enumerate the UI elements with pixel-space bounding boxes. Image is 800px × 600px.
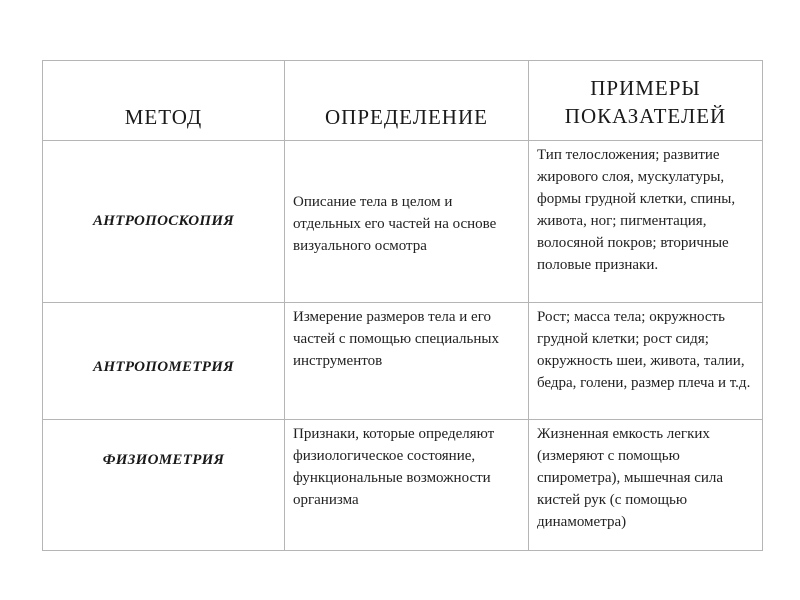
header-method: МЕТОД — [43, 61, 285, 141]
methods-table — [42, 60, 763, 551]
examples-cell: Тип телосложения; развитие жирового слоя, мускулатуры, формы грудной клетки, спины, живота, ног; пигментация, волосяной покров; вторичные половые признаки. — [529, 141, 763, 303]
definition-cell: Признаки, которые определяют физиологическое состояние, функциональные возможности организма — [285, 420, 529, 551]
examples-cell: Жизненная емкость легких (измеряют с помощью спирометра), мышечная сила кистей рук (с помощью динамометра) — [529, 420, 763, 551]
definition-cell: Описание тела в целом и отдельных его частей на основе визуального осмотра — [285, 141, 529, 303]
table-row — [43, 303, 763, 420]
table-header-row — [43, 61, 763, 141]
definition-cell: Измерение размеров тела и его частей с помощью специальных инструментов — [285, 303, 529, 420]
method-cell: АНТРОПОМЕТРИЯ — [43, 303, 285, 420]
method-cell: АНТРОПОСКОПИЯ — [43, 141, 285, 303]
header-examples: ПРИМЕРЫ ПОКАЗАТЕЛЕЙ — [529, 61, 763, 141]
header-definition: ОПРЕДЕЛЕНИЕ — [285, 61, 529, 141]
table-row — [43, 420, 763, 551]
examples-cell: Рост; масса тела; окружность грудной клетки; рост сидя; окружность шеи, живота, талии, бедра, голени, размер плеча и т.д. — [529, 303, 763, 420]
method-cell: ФИЗИОМЕТРИЯ — [43, 420, 285, 551]
table-row — [43, 141, 763, 303]
